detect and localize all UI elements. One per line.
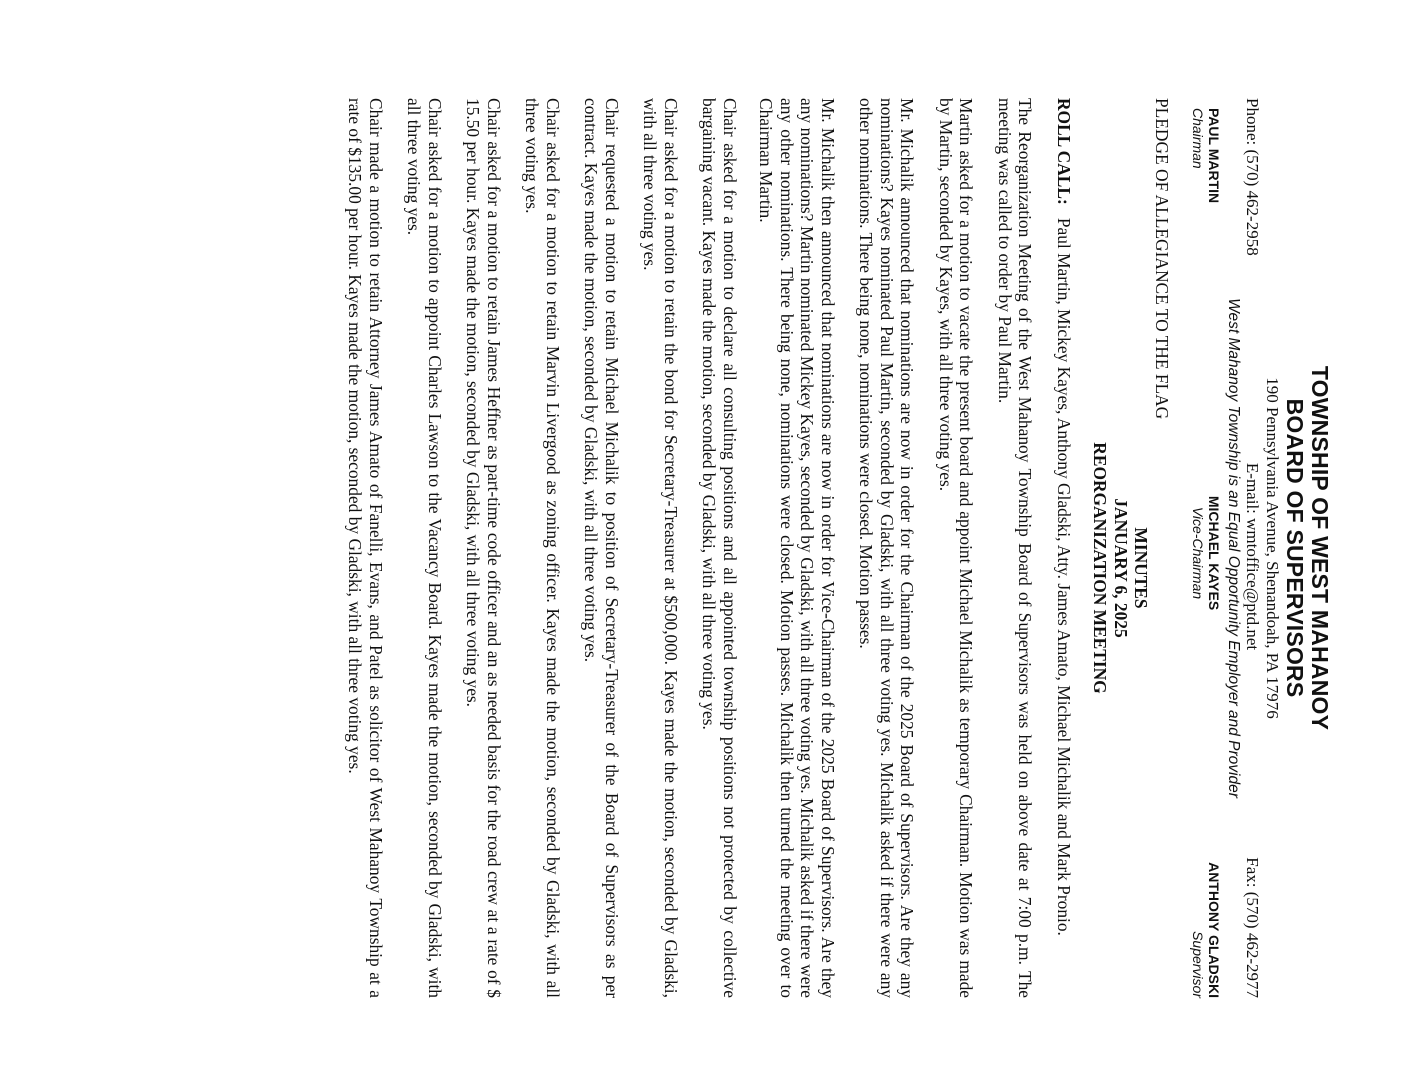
pledge-line: PLEDGE OF ALLEGIANCE TO THE FLAG bbox=[1152, 98, 1172, 420]
officers-row bbox=[1190, 98, 1222, 998]
officer-title: Vice-Chairman bbox=[1190, 506, 1206, 600]
minutes-paragraph: Chair made a motion to retain Attorney James Amato of Fanelli, Evans, and Patel as solicitor of West Mahanoy Township at a rate of $135.00 per hour. Kayes made the motion, seconded by Gladski, with all three voting yes. bbox=[345, 98, 386, 998]
minutes-heading bbox=[1090, 98, 1152, 998]
officer-title: Chairman bbox=[1190, 108, 1206, 169]
letterhead-fax: Fax: (570) 462-2977 bbox=[1243, 857, 1262, 998]
minutes-paragraph: Chair asked for a motion to retain Marvin Livergood as zoning officer. Kayes made the motion, seconded by Gladski, with all three voting yes. bbox=[522, 98, 563, 998]
letterhead-title-line2: BOARD OF SUPERVISORS bbox=[1282, 398, 1308, 698]
letterhead-eeo-statement: West Mahanoy Township is an Equal Opportunity Employer and Provider bbox=[1225, 298, 1242, 798]
roll-call-text: Paul Martin, Mickey Kayes, Anthony Gladski, Atty. James Amato, Michael Michalik and Mark Pronio. bbox=[1054, 217, 1074, 936]
officer-title: Supervisor bbox=[1190, 931, 1206, 998]
minutes-paragraph: Mr. Michalik announced that nominations are now in order for the Chairman of the 2025 Board of Supervisors. Are they any nominations? Kayes nominated Paul Martin, seconded by Gladski, with all three voting yes. Michalik asked if there were any other nominations. There being none, nominations were closed. Motion passes. bbox=[856, 98, 918, 998]
minutes-paragraph: Martin asked for a motion to vacate the present board and appoint Michael Michalik as temporary Chairman. Motion was made by Martin, seconded by Kayes, with all three voting yes. bbox=[936, 98, 977, 998]
roll-call-label: ROLL CALL: bbox=[1054, 98, 1074, 205]
minutes-paragraph: Mr. Michalik then announced that nominations are now in order for Vice-Chairman of the 2025 Board of Supervisors. Are they any nominations? Martin nominated Mickey Kayes, seconded by Gladski, with all three voting yes. Michalik asked if there were any other nominations. There being none, nominations were closed. Motion passes. Michalik then turned the meeting over to Chairman Martin. bbox=[756, 98, 838, 998]
letterhead-phone: Phone: (570) 462-2958 bbox=[1243, 98, 1262, 256]
minutes-paragraph: Chair asked for a motion to appoint Charles Lawson to the Vacancy Board. Kayes made the motion, seconded by Gladski, with all three voting yes. bbox=[404, 98, 445, 998]
minutes-title: MINUTES bbox=[1131, 527, 1152, 609]
officer-name: ANTHONY GLADSKI bbox=[1206, 862, 1222, 998]
officer-supervisor bbox=[1190, 838, 1222, 998]
officer-name: PAUL MARTIN bbox=[1206, 108, 1222, 204]
letterhead-contact-row bbox=[1242, 98, 1262, 998]
minutes-paragraph: Chair requested a motion to retain Michael Michalik to position of Secretary-Treasurer of the Board of Supervisors as per contract. Kayes made the motion, seconded by Gladski, with all three voting yes. bbox=[581, 98, 622, 998]
letterhead-email: E-mail: wmtoffice@ptd.net bbox=[1243, 462, 1262, 651]
officer-name: MICHAEL KAYES bbox=[1206, 495, 1222, 611]
letterhead-title-line1: TOWNSHIP OF WEST MAHANOY bbox=[1307, 365, 1333, 731]
minutes-paragraph: Chair asked for a motion to retain the bond for Secretary-Treasurer at $500,000. Kayes made the motion, seconded by Gladski, with all three voting yes. bbox=[640, 98, 681, 998]
minutes-date: JANUARY 6, 2025 bbox=[1111, 498, 1131, 638]
minutes-paragraph: Chair asked for a motion to declare all consulting positions and all appointed township positions not protected by collective bargaining vacant. Kayes made the motion, seconded by Gladski, with all three voting yes. bbox=[699, 98, 740, 998]
minutes-paragraph: The Reorganization Meeting of the West Mahanoy Township Board of Supervisors was held on above date at 7:00 p.m. The meeting was called to order by Paul Martin. bbox=[995, 98, 1036, 998]
roll-call bbox=[1054, 98, 1075, 998]
officer-vice-chairman bbox=[1190, 443, 1222, 663]
letterhead-address: 190 Pennsylvania Avenue, Shenandoah, PA 17976 bbox=[1263, 377, 1282, 719]
minutes-paragraph: Chair asked for a motion to retain James Heffner as part-time code officer and an as needed basis for the road crew at a rate of $ 15.50 per hour. Kayes made the motion, seconded by Gladski, with all three voting yes. bbox=[463, 98, 504, 998]
letterhead bbox=[1224, 98, 1332, 998]
officer-chairman bbox=[1190, 98, 1222, 268]
document-sheet bbox=[345, 98, 1332, 998]
minutes-subtitle: REORGANIZATION MEETING bbox=[1090, 442, 1111, 694]
